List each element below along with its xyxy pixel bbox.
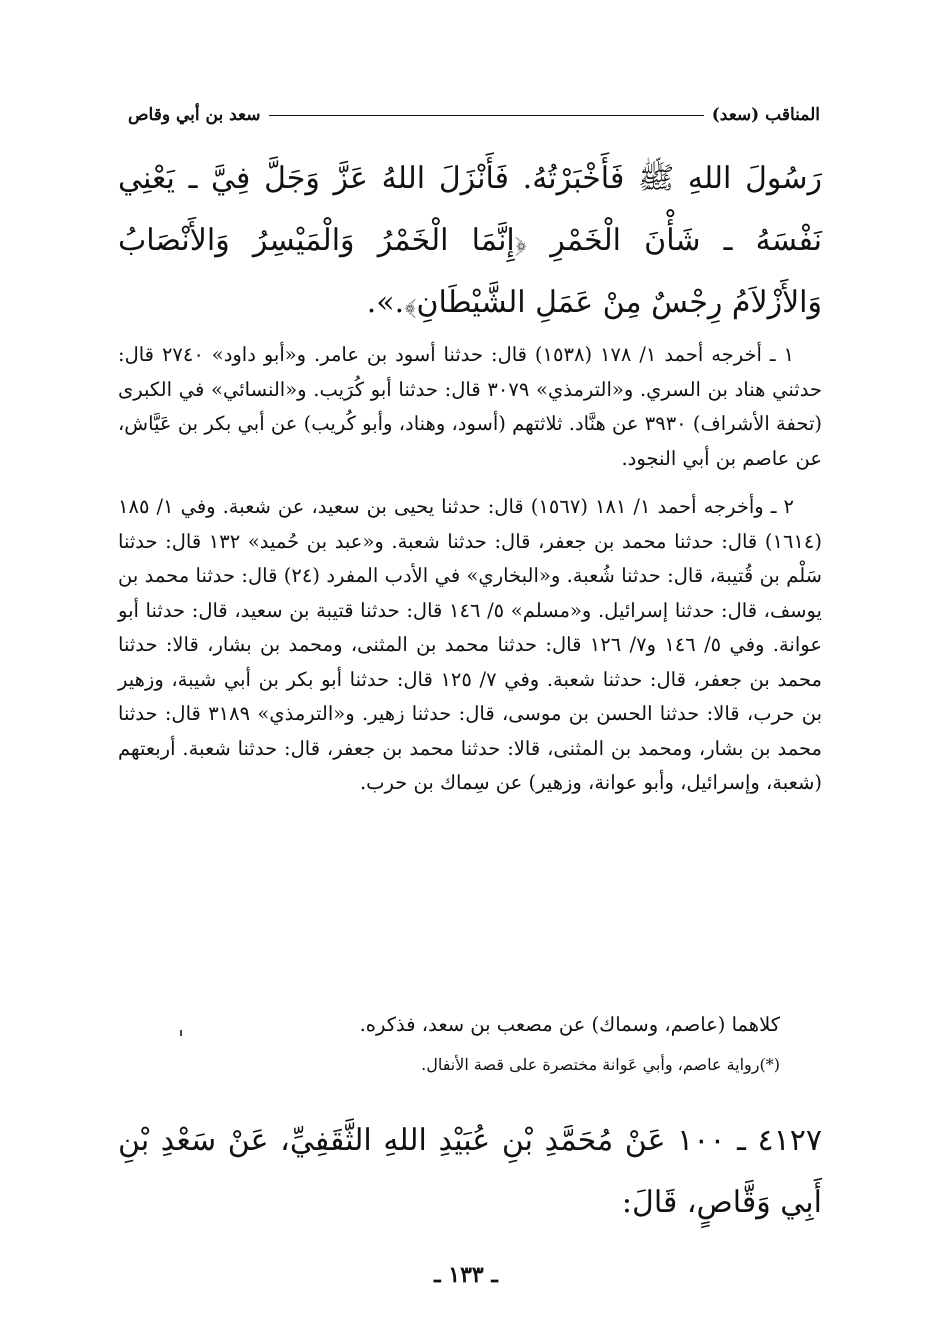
running-header — [128, 100, 820, 130]
header-chapter-title: سعد بن أبي وقاص — [128, 105, 261, 125]
header-rule — [269, 115, 704, 116]
page-number: ـ ١٣٣ ـ — [434, 1262, 498, 1288]
footnote-1: ١ ـ أخرجه أحمد ١/ ١٧٨ (١٥٣٨) قال: حدثنا أسود بن عامر. و«أبو داود» ٢٧٤٠ قال: حدثني هناد بن السري. و«الترمذي» ٣٠٧٩ قال: حدثنا أبو كُرَيب. و«النسائي» في الكبرى (تحفة الأشراف) ٣٩٣٠ عن هنَّاد. ثلاثتهم (أسود، وهناد، وأبو كُريب) عن أبي بكر بن عَيَّاش، عن عاصم بن أبي النجود. — [118, 343, 822, 470]
star-note: (*)رواية عاصم، وأبي عَوانة مختصرة على قصة الأنفال. — [421, 1055, 780, 1074]
footnote-conclusion: كلاهما (عاصم، وسماك) عن مصعب بن سعد، فذكره. — [359, 1013, 780, 1036]
header-section-title: المناقب (سعد) — [711, 105, 820, 125]
scan-speck — [180, 1030, 182, 1036]
hadith-text: رَسُولَ اللهِ ﷺ فَأَخْبَرْتُهُ. فَأَنْزَلَ اللهُ عَزَّ وَجَلَّ فِيَّ ـ يَعْنِي نَفْسَهُ ـ شَأْنَ الْخَمْرِ ﴿إِنَّمَا الْخَمْرُ وَالْمَيْسِرُ وَالأَنْصَابُ وَالأَزْلاَمُ رِجْسٌ مِنْ عَمَلِ الشَّيْطَانِ﴾.». — [118, 161, 822, 320]
footnotes — [118, 338, 822, 801]
next-hadith-text: ٤١٢٧ ـ ١٠٠ عَنْ مُحَمَّدِ بْنِ عُبَيْدِ اللهِ الثَّقَفِيِّ، عَنْ سَعْدِ بْنِ أَبِي وَقَّاصٍ، قَالَ: — [118, 1123, 822, 1220]
footnote-2: ٢ ـ وأخرجه أحمد ١/ ١٨١ (١٥٦٧) قال: حدثنا يحيى بن سعيد، عن شعبة. وفي ١/ ١٨٥ (١٦١٤) قال: حدثنا محمد بن جعفر، قال: حدثنا شعبة. و«عبد بن حُميد» ١٣٢ قال: حدثنا سَلْم بن قُتيبة، قال: حدثنا شُعبة. و«البخاري» في الأدب المفرد (٢٤) قال: حدثنا محمد بن يوسف، قال: حدثنا إسرائيل. و«مسلم» ٥/ ١٤٦ قال: حدثنا قتيبة بن سعيد، قال: حدثنا أبو عوانة. وفي ٥/ ١٤٦ و٧/ ١٢٦ قال: حدثنا محمد بن المثنى، ومحمد بن بشار، قالا: حدثنا محمد بن جعفر، قال: حدثنا شعبة. وفي ٧/ ١٢٥ قال: حدثنا أبو بكر بن أبي شيبة، وزهير بن حرب، قالا: حدثنا الحسن بن موسى، قال: حدثنا زهير. و«الترمذي» ٣١٨٩ قال: حدثنا محمد بن بشار، ومحمد بن المثنى، قالا: حدثنا محمد بن جعفر، قال: حدثنا شعبة. أربعتهم (شعبة، وإسرائيل، وأبو عوانة، وزهير) عن سِماك بن حرب. — [118, 495, 822, 794]
